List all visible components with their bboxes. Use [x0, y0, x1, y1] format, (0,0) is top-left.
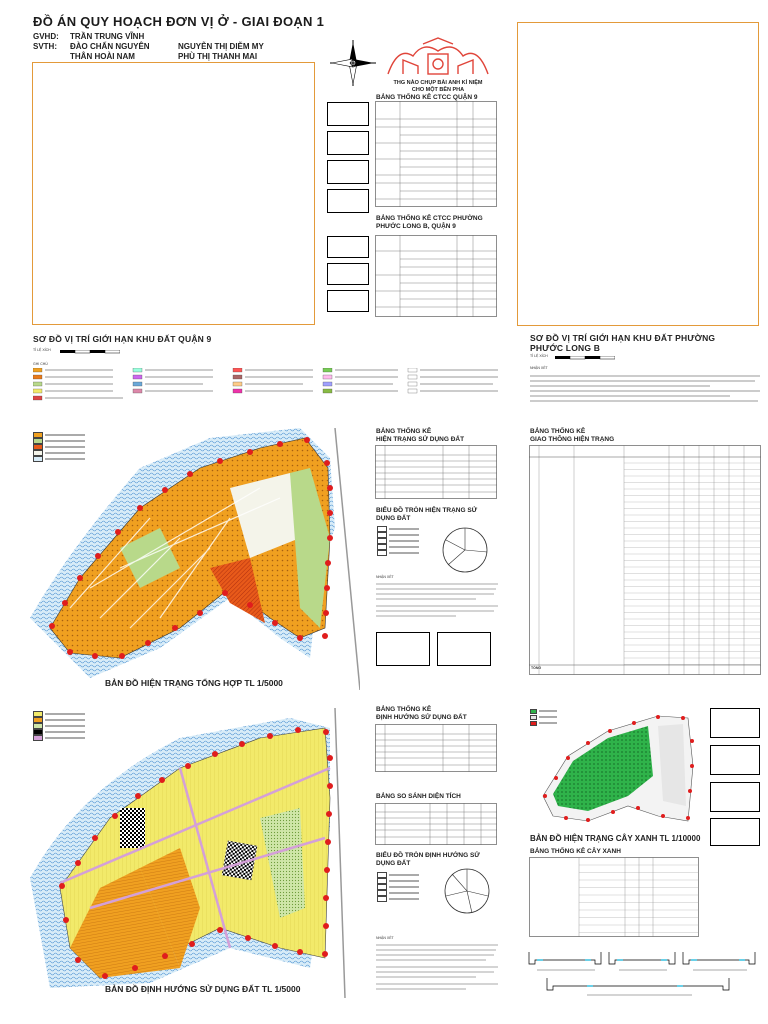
legend-text-placeholder — [389, 892, 419, 893]
legend-pie-ht — [377, 526, 419, 556]
photo-box-cx-2 — [710, 745, 760, 775]
logo-caption-2: CHO MỘT BÊN PHA — [411, 87, 465, 93]
cayxanh-table — [529, 857, 699, 937]
ctcc-pl-title-1: BẢNG THỐNG KÊ CTCC PHƯỜNG — [376, 215, 483, 222]
thumb-box — [327, 160, 369, 184]
legend-row — [33, 456, 85, 462]
ctcc-q9-title: BẢNG THỐNG KÊ CTCC QUẬN 9 — [376, 94, 478, 101]
legend-text-placeholder — [389, 552, 419, 553]
pie-ht-title-1: BIỂU ĐỒ TRÒN HIỆN TRẠNG SỬ — [376, 507, 478, 514]
nhanxet-text-pl — [530, 374, 762, 404]
photo-box-ht-2 — [437, 632, 491, 666]
legend-text-placeholder — [45, 452, 85, 453]
legend-text-placeholder — [45, 737, 85, 738]
scale-bar-pl — [555, 356, 615, 360]
nhanxet-text-dh — [376, 943, 501, 998]
photo-box-cx-4 — [710, 818, 760, 846]
photo-placeholder-right — [517, 22, 759, 326]
gvhd-name: TRẦN TRUNG VĨNH — [70, 32, 145, 41]
student-4: PHÙ THỊ THANH MAI — [178, 52, 258, 61]
legend-text-placeholder — [389, 880, 419, 881]
legend-map-1 — [33, 432, 85, 462]
legend-text-placeholder — [539, 716, 557, 717]
legend-map-2 — [33, 711, 85, 741]
thumb-box — [327, 189, 369, 213]
legend-row — [33, 735, 85, 741]
gt-ht-title-1: BẢNG THỐNG KÊ — [530, 428, 586, 435]
thumb-box — [327, 290, 369, 312]
legend-text-placeholder — [389, 886, 419, 887]
legend-map-3 — [530, 708, 557, 726]
nhanxet-label-ht: NHẬN XÉT — [376, 575, 394, 579]
legend-text-placeholder — [45, 446, 85, 447]
gvhd-label: GVHD: — [33, 32, 59, 41]
pie-dh-title-2: DỤNG ĐẤT — [376, 860, 411, 867]
legend-text-placeholder — [45, 719, 85, 720]
page-title: ĐỒ ÁN QUY HOẠCH ĐƠN VỊ Ở - GIAI ĐOẠN 1 — [33, 14, 325, 29]
gt-ht-title-2: GIAO THÔNG HIỆN TRẠNG — [530, 436, 615, 443]
scale-label-q9: TỈ LỆ XÍCH — [33, 348, 51, 352]
photo-box-ht-1 — [376, 632, 430, 666]
ctcc-pl-thumbs — [327, 236, 371, 312]
map-title-dinhhuong: BẢN ĐỒ ĐỊNH HƯỚNG SỬ DỤNG ĐẤT TL 1/5000 — [105, 984, 301, 994]
legend-text-placeholder — [389, 874, 419, 875]
legend-text-placeholder — [539, 722, 557, 723]
legend-pie-dh — [377, 872, 419, 902]
thumb-box — [327, 263, 369, 285]
legend-text-placeholder — [45, 434, 85, 435]
legend-text-placeholder — [45, 725, 85, 726]
nhanxet-text-ht — [376, 582, 501, 622]
ctcc-q9-table — [375, 101, 497, 207]
dh-sdd-table — [375, 724, 497, 772]
ht-sdd-title-2: HIỆN TRẠNG SỬ DỤNG ĐẤT — [376, 436, 465, 443]
legend-text-placeholder — [389, 528, 419, 529]
ghichu-label-q9: GHI CHÚ — [33, 362, 48, 366]
ctcc-pl-title-2: PHƯỚC LONG B, QUẬN 9 — [376, 223, 456, 230]
legend-text-placeholder — [45, 458, 85, 459]
swatch — [530, 721, 537, 726]
photo-box-cx-3 — [710, 782, 760, 812]
sodo-pl-title-2: PHƯỚC LONG B — [530, 343, 601, 353]
legend-text-placeholder — [389, 546, 419, 547]
student-1: ĐÀO CHẤN NGUYÊN — [70, 42, 150, 51]
sodo-pl-title-1: SƠ ĐỒ VỊ TRÍ GIỚI HẠN KHU ĐẤT PHƯỜNG — [530, 333, 716, 343]
sosanh-title: BẢNG SO SÁNH DIỆN TÍCH — [376, 793, 461, 800]
photo-box-cx-1 — [710, 708, 760, 738]
legend-text-placeholder — [389, 540, 419, 541]
ctcc-q9-thumbs — [327, 102, 371, 213]
sodo-q9-title: SƠ ĐỒ VỊ TRÍ GIỚI HẠN KHU ĐẤT QUẬN 9 — [33, 334, 212, 344]
gt-ht-total-label: TỔNG — [531, 666, 542, 670]
legend-text-placeholder — [389, 898, 419, 899]
thumb-box — [327, 236, 369, 258]
legend-text-placeholder — [45, 440, 85, 441]
map-hien-trang-tong-hop — [30, 428, 360, 690]
legend-row — [377, 896, 419, 902]
ht-sdd-title-1: BẢNG THỐNG KÊ — [376, 428, 432, 435]
logo-caption-1: THG NÀO CHỤP BÀI ANH KỈ NIỆM — [393, 80, 483, 86]
student-3: NGUYỄN THỊ DIỄM MY — [178, 42, 264, 51]
legend-text-placeholder — [45, 731, 85, 732]
legend-text-placeholder — [539, 710, 557, 711]
photo-placeholder-left — [32, 62, 315, 325]
student-2: THÂN HOÀI NAM — [70, 52, 135, 61]
map-title-cayxanh: BẢN ĐỒ HIỆN TRẠNG CÂY XANH TL 1/10000 — [530, 834, 701, 843]
dh-sdd-title-1: BẢNG THỐNG KÊ — [376, 706, 432, 713]
legend-row — [377, 550, 419, 556]
legend-row — [530, 720, 557, 726]
swatch — [33, 456, 43, 462]
dh-sdd-title-2: ĐỊNH HƯỚNG SỬ DỤNG ĐẤT — [376, 714, 467, 721]
nhanxet-label-pl: NHẬN XÉT — [530, 366, 548, 370]
legend-text-placeholder — [45, 713, 85, 714]
swatch — [33, 735, 43, 741]
pie-ht-title-2: DỤNG ĐẤT — [376, 515, 411, 522]
map-title-tonghop: BẢN ĐỒ HIỆN TRẠNG TỔNG HỢP TL 1/5000 — [105, 678, 283, 688]
swatch — [377, 896, 387, 902]
pie-dh-title-1: BIỂU ĐỒ TRÒN ĐỊNH HƯỚNG SỬ — [376, 852, 480, 859]
ctcc-pl-table — [375, 235, 497, 317]
legend-grid-q9 — [33, 368, 503, 408]
gt-ht-table — [529, 445, 761, 675]
pie-ht-chart — [440, 525, 490, 575]
street-sections — [527, 942, 757, 997]
thumb-box — [327, 131, 369, 155]
legend-text-placeholder — [389, 534, 419, 535]
swatch — [530, 715, 537, 720]
scale-label-pl: TỈ LỆ XÍCH — [530, 354, 548, 358]
ht-sdd-table — [375, 445, 497, 499]
swatch — [530, 709, 537, 714]
pie-dh-chart — [442, 866, 492, 916]
scale-bar-q9 — [60, 350, 120, 354]
cayxanh-title: BẢNG THỐNG KÊ CÂY XANH — [530, 848, 621, 855]
thumb-box — [327, 102, 369, 126]
team-logo-icon — [383, 36, 493, 80]
nhanxet-label-dh: NHẬN XÉT — [376, 936, 394, 940]
map-dinh-huong — [30, 708, 360, 998]
svth-label: SVTH: — [33, 42, 57, 51]
compass-icon — [328, 38, 378, 88]
sosanh-table — [375, 803, 497, 845]
swatch — [377, 550, 387, 556]
